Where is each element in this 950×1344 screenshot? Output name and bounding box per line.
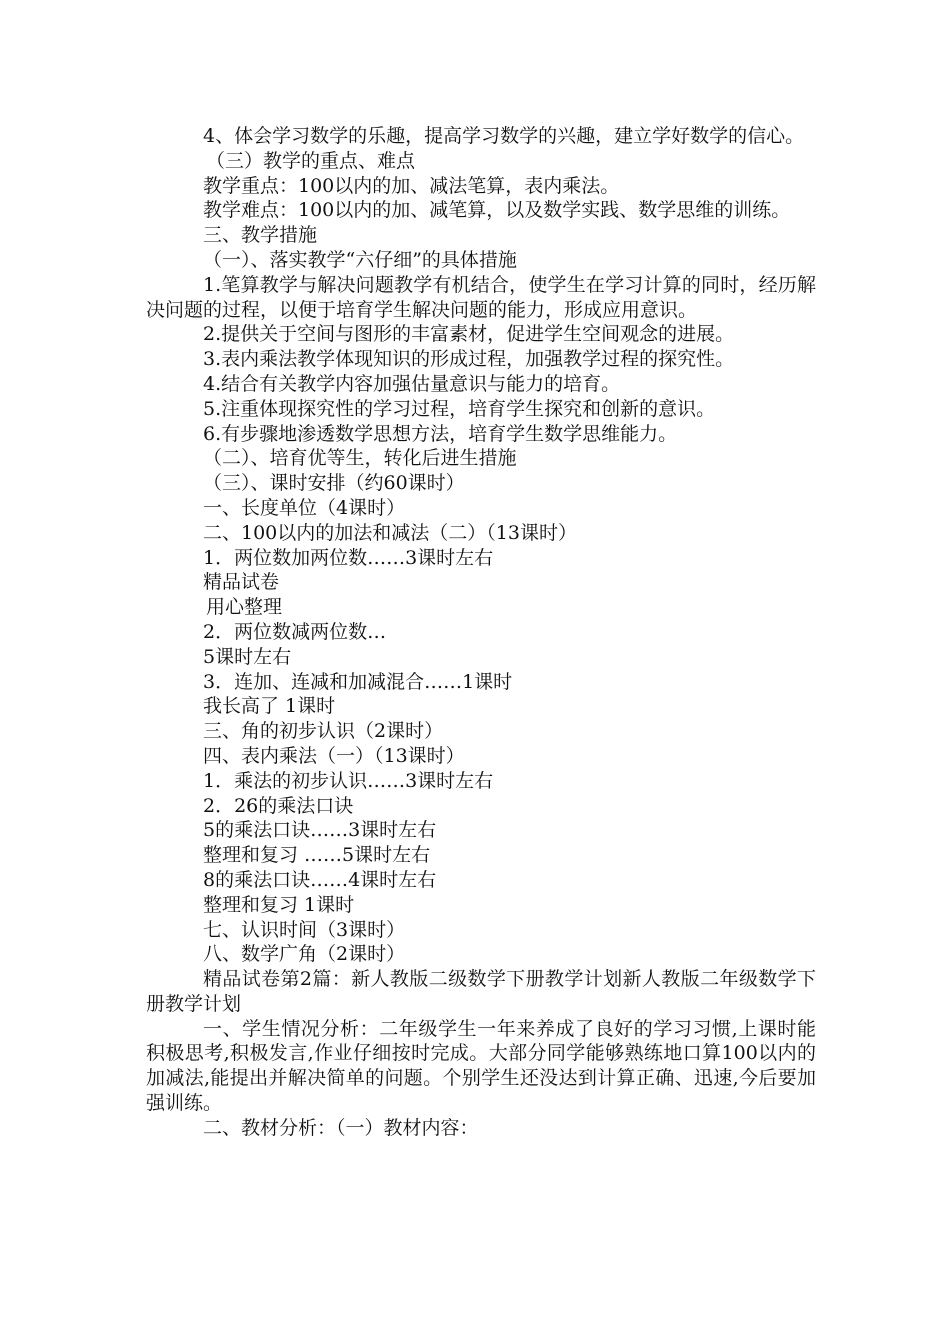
- line-unit-time: 七、认识时间（3课时）: [203, 918, 406, 941]
- line-watermark-2: 用心整理: [206, 596, 283, 619]
- line-unit-add-subtract: 二、100以内的加法和减法（二）（13课时）: [203, 521, 577, 544]
- paragraph-measure-1: 1.笔算教学与解决问题教学有机结合，使学生在学习计算的同时，经历解决问题的过程，以便于培育学生解决问题的能力，形成应用意识。: [146, 273, 816, 321]
- heading-class-schedule: （三）、课时安排（约60课时）: [203, 472, 465, 495]
- heading-student-measures: （二）、培育优等生，转化后进生措施: [203, 447, 517, 470]
- line-multiplication-rhymes: 2．26的乘法口诀: [203, 794, 354, 817]
- paragraph-second-article-title: 精品试卷第2篇：新人教版二级数学下册教学计划新人教版二年级数学下册教学计划: [146, 968, 816, 1015]
- line-unit-angles: 三、角的初步认识（2课时）: [203, 720, 444, 743]
- paragraph-student-analysis: 一、学生情况分析：二年级学生一年来养成了良好的学习习惯,上课时能积极思考,积极发言,作业仔细按时完成。大部分同学能够熟练地口算100以内的加减法,能提出并解决简单的问题。个别学生还没达到计算正确、迅速,今后要加强训练。: [146, 1017, 816, 1115]
- line-measure-2: 2.提供关于空间与图形的丰富素材，促进学生空间观念的进展。: [203, 323, 735, 346]
- line-watermark-1: 精品试卷: [203, 571, 280, 594]
- line-measure-4: 4.结合有关教学内容加强估量意识与能力的培育。: [203, 372, 621, 395]
- line-review-2: 整理和复习 1课时: [203, 893, 355, 916]
- line-five-hours: 5课时左右: [203, 645, 292, 668]
- line-multiplication-intro: 1．乘法的初步认识……3课时左右: [203, 769, 494, 792]
- line-eight-rhyme: 8的乘法口诀……4课时左右: [203, 868, 437, 891]
- line-key-point: 教学重点：100以内的加、减法笔算，表内乘法。: [203, 174, 620, 197]
- line-mixed-operations: 3．连加、连减和加减混合……1课时: [203, 670, 513, 693]
- line-measure-3: 3.表内乘法教学体现知识的形成过程，加强教学过程的探究性。: [203, 348, 735, 371]
- line-unit-multiplication: 四、表内乘法（一）（13课时）: [203, 744, 465, 767]
- line-measure-5: 5.注重体现探究性的学习过程，培育学生探究和创新的意识。: [203, 397, 716, 420]
- line-two-digit-add: 1．两位数加两位数……3课时左右: [203, 546, 494, 569]
- line-unit-length: 一、长度单位（4课时）: [203, 496, 406, 519]
- heading-key-points: （三）教学的重点、难点: [206, 149, 416, 172]
- line-measure-6: 6.有步骤地渗透数学思想方法，培育学生数学思维能力。: [203, 422, 678, 445]
- paragraph-goal-4: 4、体会学习数学的乐趣，提高学习数学的兴趣，建立学好数学的信心。: [203, 125, 805, 147]
- line-unit-math-wide-angle: 八、数学广角（2课时）: [203, 943, 406, 966]
- paragraph-difficult-point: 教学难点：100以内的加、减笔算，以及数学实践、数学思维的训练。: [203, 199, 791, 222]
- line-two-digit-subtract: 2．两位数减两位数…: [203, 620, 387, 643]
- line-material-analysis: 二、教材分析：（一）教材内容：: [203, 1116, 479, 1139]
- document-body: [146, 124, 816, 1141]
- line-five-rhyme: 5的乘法口诀……3课时左右: [203, 819, 437, 842]
- line-grown-taller: 我长高了 1课时: [203, 695, 336, 718]
- line-review-1: 整理和复习 ……5课时左右: [203, 844, 431, 867]
- heading-six-careful: （一）、落实教学“六仔细”的具体措施: [203, 248, 517, 271]
- heading-teaching-measures: 三、教学措施: [203, 224, 318, 247]
